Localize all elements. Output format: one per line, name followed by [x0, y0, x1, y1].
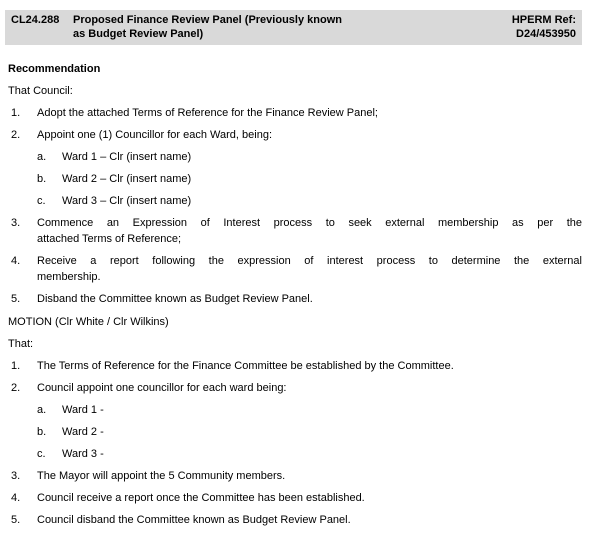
- list-marker: 2.: [11, 129, 21, 141]
- list-item-text: Council receive a report once the Committee has been established.: [37, 492, 365, 504]
- list-item-text-line-2: membership.: [37, 271, 101, 283]
- recommendation-item-2: [8, 127, 582, 143]
- agenda-item-title: [73, 13, 512, 41]
- document-body: [5, 45, 582, 528]
- list-item-text-line-2: attached Terms of Reference;: [37, 233, 182, 245]
- list-item-text: Ward 3 -: [62, 448, 104, 460]
- recommendation-subitem-c: [8, 193, 582, 209]
- list-item-text: Ward 2 -: [62, 426, 104, 438]
- motion-subitem-c: [8, 446, 582, 462]
- list-item-text: Ward 3 – Clr (insert name): [62, 195, 192, 207]
- list-marker: 1.: [11, 360, 21, 372]
- recommendation-item-5: [8, 291, 582, 307]
- list-item-text: The Mayor will appoint the 5 Community members.: [37, 470, 286, 482]
- recommendation-item-4: [8, 253, 582, 285]
- list-marker: 5.: [11, 293, 21, 305]
- recommendation-subitem-b: [8, 171, 582, 187]
- list-marker: c.: [37, 195, 46, 207]
- list-marker: 5.: [11, 514, 21, 526]
- list-item-text: Ward 2 – Clr (insert name): [62, 173, 192, 185]
- list-marker: c.: [37, 448, 46, 460]
- motion-item-1: [8, 358, 582, 374]
- recommendation-intro: That Council:: [8, 85, 73, 97]
- motion-item-2: [8, 380, 582, 396]
- motion-subitem-b: [8, 424, 582, 440]
- recommendation-item-1: [8, 105, 582, 121]
- agenda-item-number: CL24.288: [11, 14, 60, 26]
- list-marker: 1.: [11, 107, 21, 119]
- list-marker: a.: [37, 151, 47, 163]
- list-item-text: [37, 253, 582, 285]
- list-item-text: Ward 1 -: [62, 404, 104, 416]
- recommendation-subitem-a: [8, 149, 582, 165]
- list-item-text: Appoint one (1) Councillor for each Ward, being:: [37, 129, 272, 141]
- list-marker: 4.: [11, 492, 21, 504]
- hperm-ref-label: HPERM Ref:: [511, 14, 576, 26]
- list-marker: 3.: [11, 470, 21, 482]
- list-marker: 2.: [11, 382, 21, 394]
- motion-subitem-a: [8, 402, 582, 418]
- list-item-text: The Terms of Reference for the Finance Committee be established by the Committee.: [37, 360, 454, 372]
- list-item-text: Adopt the attached Terms of Reference for the Finance Review Panel;: [37, 107, 378, 119]
- list-item-text: [37, 215, 582, 247]
- motion-item-4: [8, 490, 582, 506]
- recommendation-heading: Recommendation: [8, 63, 101, 75]
- list-item-text-line-1: Receive a report following the expression of interest process to determine the external: [37, 255, 582, 267]
- list-item-text: Council disband the Committee known as Budget Review Panel.: [37, 514, 351, 526]
- agenda-item-header: [5, 10, 582, 45]
- list-marker: 4.: [11, 255, 21, 267]
- list-marker: a.: [37, 404, 47, 416]
- motion-item-3: [8, 468, 582, 484]
- recommendation-item-3: [8, 215, 582, 247]
- hperm-ref-value: D24/453950: [516, 28, 576, 40]
- motion-intro: That:: [8, 338, 34, 350]
- list-marker: b.: [37, 426, 47, 438]
- agenda-item-title-line-2: as Budget Review Panel): [73, 28, 204, 40]
- list-item-text-line-1: Commence an Expression of Interest process to seek external membership as per the: [37, 217, 582, 229]
- agenda-item-title-line-1: Proposed Finance Review Panel (Previously known: [73, 14, 342, 26]
- list-item-text: Council appoint one councillor for each ward being:: [37, 382, 287, 394]
- motion-heading: MOTION (Clr White / Clr Wilkins): [8, 316, 169, 328]
- list-marker: 3.: [11, 217, 21, 229]
- hperm-ref: [512, 13, 576, 41]
- list-item-text: Disband the Committee known as Budget Review Panel.: [37, 293, 313, 305]
- list-item-text: Ward 1 – Clr (insert name): [62, 151, 192, 163]
- motion-item-5: [8, 512, 582, 528]
- list-marker: b.: [37, 173, 47, 185]
